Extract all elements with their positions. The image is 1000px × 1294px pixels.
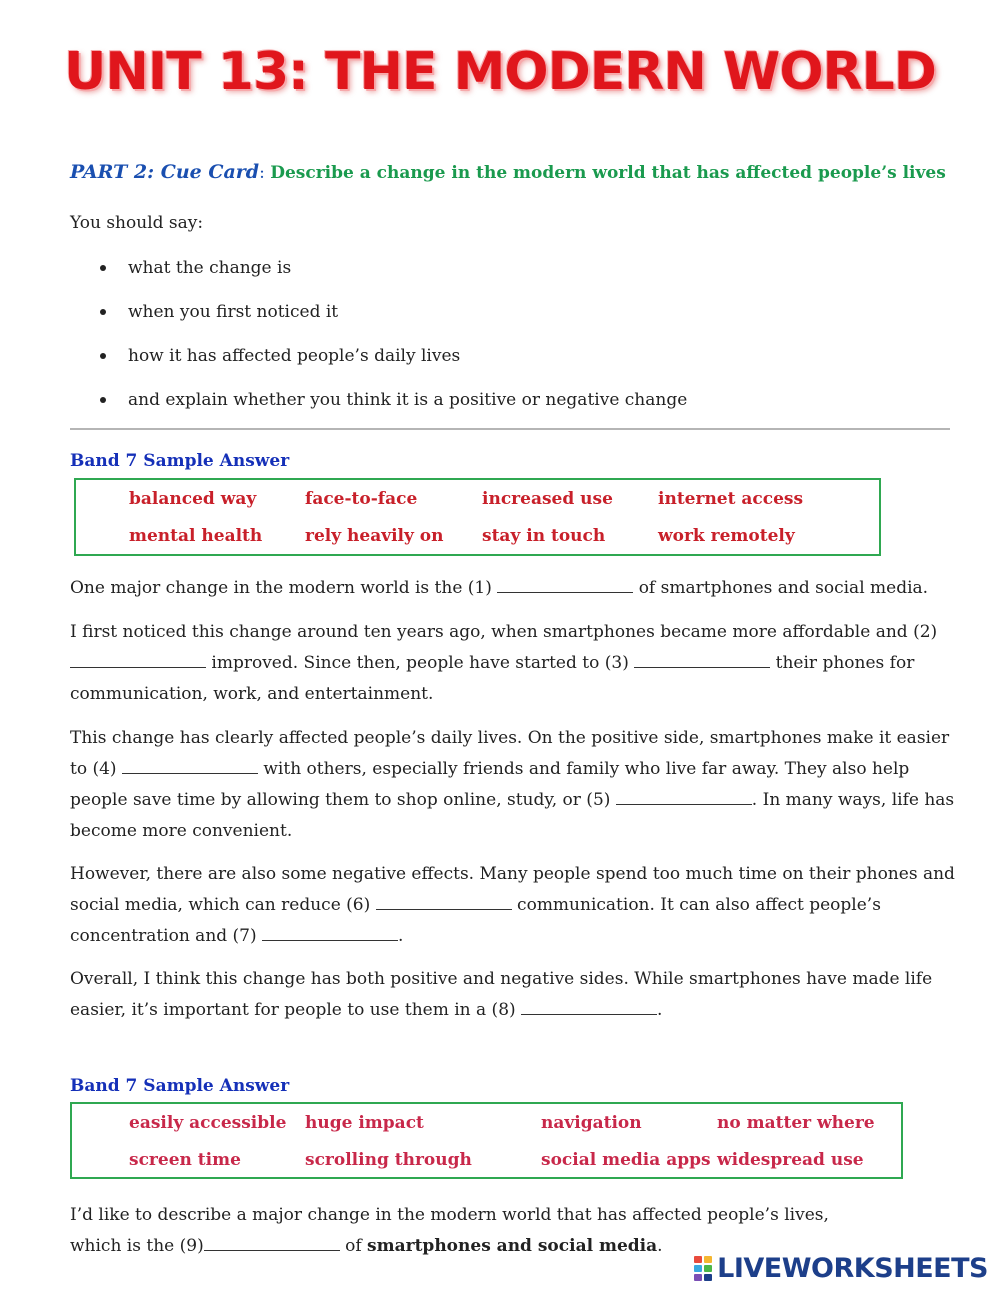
logo-icon <box>694 1256 714 1280</box>
word-bank-item[interactable]: social media apps <box>541 1150 711 1170</box>
cue-text: when you first noticed it <box>128 302 339 322</box>
word-bank-item[interactable]: easily accessible <box>129 1113 287 1133</box>
word-bank-item[interactable]: screen time <box>129 1150 241 1170</box>
cue-text: what the change is <box>128 258 292 278</box>
bullet-icon <box>100 353 106 359</box>
list-item <box>70 334 687 378</box>
word-bank-item[interactable]: navigation <box>541 1113 642 1133</box>
blank-3[interactable] <box>634 653 770 668</box>
word-bank-2 <box>70 1102 903 1179</box>
bullet-icon <box>100 397 106 403</box>
logo-text: LIVEWORKSHEETS <box>717 1253 988 1284</box>
blank-1[interactable] <box>497 578 633 593</box>
list-item <box>70 290 687 334</box>
word-bank-item[interactable]: no matter where <box>717 1113 875 1133</box>
word-bank-item[interactable]: huge impact <box>305 1113 424 1133</box>
word-bank-item[interactable]: stay in touch <box>482 526 606 546</box>
list-item <box>70 378 687 422</box>
answer-paragraph-1: One major change in the modern world is the (1) of smartphones and social media. <box>70 578 929 598</box>
sample-answer-heading: Band 7 Sample Answer <box>70 1076 290 1096</box>
cue-text: and explain whether you think it is a positive or negative change <box>128 390 688 410</box>
you-should-say: You should say: <box>70 213 204 233</box>
page-title: UNIT 13: THE MODERN WORLD <box>64 42 936 102</box>
blank-6[interactable] <box>376 895 512 910</box>
cue-text: how it has affected people’s daily lives <box>128 346 461 366</box>
blank-8[interactable] <box>521 1000 657 1015</box>
answer-paragraph-3: This change has clearly affected people’s daily lives. On the positive side, smartphones make it easier to (4) with others, especially friends and family who live far away. They also help people save time by allowing them to shop online, study, or (5) . In many ways, life has become more convenient. <box>70 728 955 841</box>
word-bank-item[interactable]: increased use <box>482 489 613 509</box>
part-label: PART 2: Cue Card <box>70 161 260 183</box>
bullet-icon <box>100 309 106 315</box>
cue-card-topic: Describe a change in the modern world that has affected people’s lives <box>270 163 946 183</box>
blank-7[interactable] <box>262 926 398 941</box>
word-bank-item[interactable]: internet access <box>658 489 804 509</box>
sample-answer-heading: Band 7 Sample Answer <box>70 451 290 471</box>
blank-9[interactable] <box>204 1236 340 1251</box>
cue-card-heading <box>70 161 946 183</box>
bullet-icon <box>100 265 106 271</box>
word-bank-1 <box>74 478 881 556</box>
word-bank-item[interactable]: mental health <box>129 526 263 546</box>
answer-paragraph-5: Overall, I think this change has both positive and negative sides. While smartphones have made life easier, it’s important for people to use them in a (8) . <box>70 969 933 1020</box>
blank-2[interactable] <box>70 653 206 668</box>
answer-paragraph-6: I’d like to describe a major change in the modern world that has affected people’s lives, which is the (9) of smartphones and social media. <box>70 1205 829 1256</box>
word-bank-item[interactable]: scrolling through <box>305 1150 472 1170</box>
answer-paragraph-4: However, there are also some negative effects. Many people spend too much time on their phones and social media, which can reduce (6) communication. It can also affect people’s concentration and (7) . <box>70 864 955 946</box>
word-bank-item[interactable]: work remotely <box>658 526 795 546</box>
divider <box>70 428 950 430</box>
word-bank-item[interactable]: face-to-face <box>305 489 418 509</box>
blank-5[interactable] <box>616 790 752 805</box>
part-colon: : <box>259 163 265 183</box>
word-bank-item[interactable]: balanced way <box>129 489 257 509</box>
word-bank-item[interactable]: widespread use <box>717 1150 864 1170</box>
answer-paragraph-2: I first noticed this change around ten years ago, when smartphones became more affordable and (2) improved. Since then, people have started to (3) their phones for communication, work, and entertainment. <box>70 622 938 704</box>
word-bank-item[interactable]: rely heavily on <box>305 526 444 546</box>
blank-4[interactable] <box>122 759 258 774</box>
list-item <box>70 246 687 290</box>
liveworksheets-logo <box>694 1253 988 1284</box>
cue-list <box>70 246 687 422</box>
